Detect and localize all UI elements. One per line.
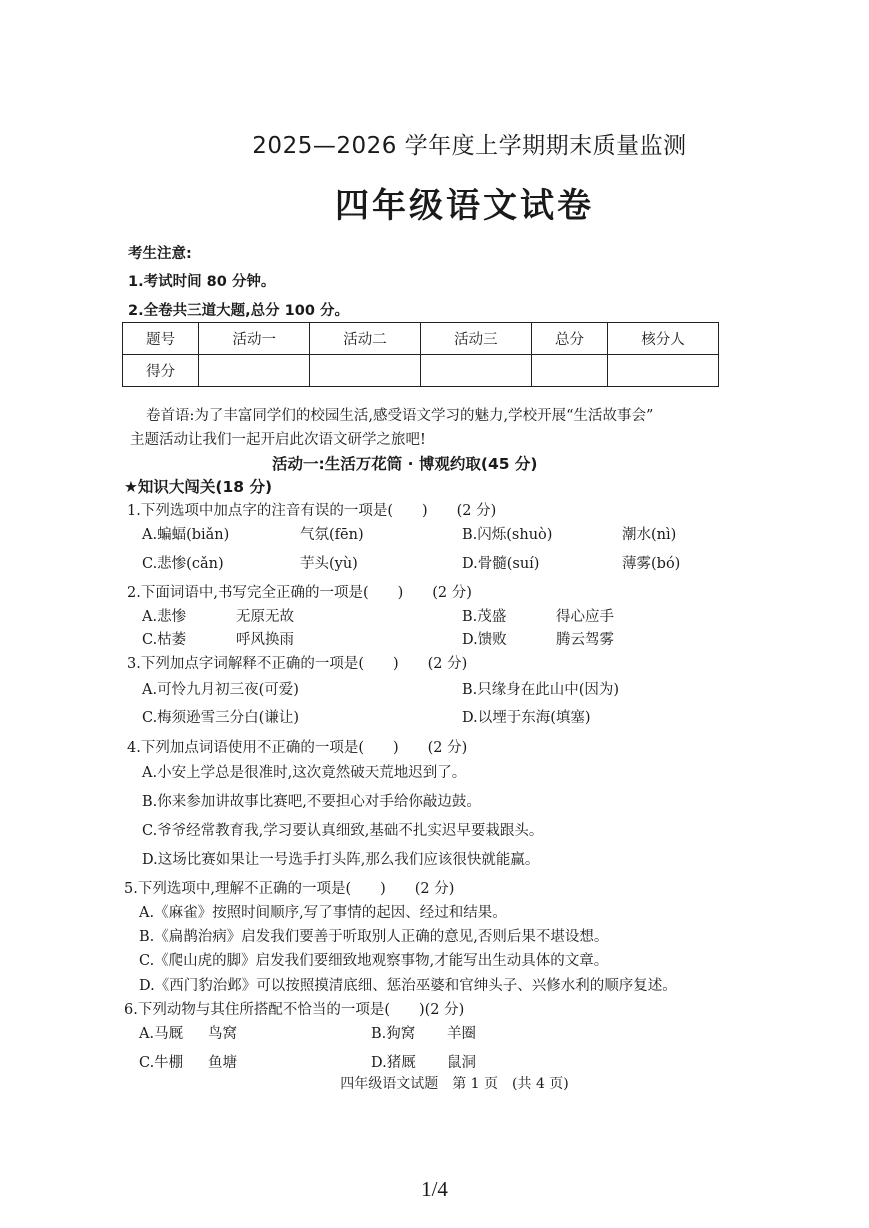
option-c: C.《爬山虎的脚》启发我们要细致地观察事物,才能写出生动具体的文章。 xyxy=(139,953,609,969)
option-d-word2: 鼠洞 xyxy=(447,1055,476,1071)
option-d: D.这场比赛如果让一号选手打头阵,那么我们应该很快就能赢。 xyxy=(142,852,540,868)
option-d: D.以堙于东海(填塞) xyxy=(462,710,591,726)
score-cell-total[interactable] xyxy=(531,355,607,387)
option-d: D.骨髓(suí) xyxy=(462,556,540,572)
intro-line: 主题活动让我们一起开启此次语文研学之旅吧! xyxy=(130,432,426,448)
option-d: D.猪厩 xyxy=(371,1055,416,1071)
score-cell-checker[interactable] xyxy=(608,355,719,387)
score-table-cell: 核分人 xyxy=(608,323,719,355)
question-stem: 5.下列选项中,理解不正确的一项是( ) (2 分) xyxy=(124,881,455,897)
option-b: B.只缘身在此山中(因为) xyxy=(462,682,620,698)
question-stem: 4.下列加点词语使用不正确的一项是( ) (2 分) xyxy=(127,740,468,756)
score-table-cell: 活动一 xyxy=(199,323,310,355)
option-c: C.枯萎 xyxy=(142,632,187,648)
score-table-row-label: 得分 xyxy=(123,355,199,387)
option-b: B.茂盛 xyxy=(462,609,507,625)
notice-item: 1.考试时间 80 分钟。 xyxy=(128,274,276,290)
option-d-word2: 薄雾(bó) xyxy=(622,556,681,572)
option-b-word2: 潮水(nì) xyxy=(622,527,677,543)
score-table-cell: 总分 xyxy=(531,323,607,355)
option-a: A.《麻雀》按照时间顺序,写了事情的起因、经过和结果。 xyxy=(139,905,507,921)
option-c: C.悲惨(cǎn) xyxy=(142,556,224,572)
question-stem: 3.下列加点字词解释不正确的一项是( ) (2 分) xyxy=(127,656,468,672)
option-a-word2: 气氛(fēn) xyxy=(300,527,364,543)
exam-title: 2025—2026 学年度上学期期末质量监测 xyxy=(252,133,687,159)
option-b-word2: 得心应手 xyxy=(556,609,614,625)
page-footer: 四年级语文试题 第 1 页 (共 4 页) xyxy=(340,1076,569,1092)
option-b: B.狗窝 xyxy=(371,1026,416,1042)
option-a: A.蝙蝠(biǎn) xyxy=(142,527,230,543)
notice-item: 2.全卷共三道大题,总分 100 分。 xyxy=(128,303,349,319)
page-indicator: 1/4 xyxy=(421,1177,448,1201)
option-a: A.可怜九月初三夜(可爱) xyxy=(142,682,299,698)
question-stem: 1.下列选项中加点字的注音有误的一项是( ) (2 分) xyxy=(127,503,497,519)
paper-title: 四年级语文试卷 xyxy=(335,186,594,226)
score-cell-activity2[interactable] xyxy=(310,355,421,387)
option-a: A.悲惨 xyxy=(142,609,187,625)
score-table xyxy=(122,322,719,387)
option-b-word2: 羊圈 xyxy=(447,1026,476,1042)
intro-line: 卷首语:为了丰富同学们的校园生活,感受语文学习的魅力,学校开展“生活故事会” xyxy=(146,408,654,424)
question-stem: 6.下列动物与其住所搭配不恰当的一项是( )(2 分) xyxy=(124,1002,465,1018)
activity-title: 活动一:生活万花筒 · 博观约取(45 分) xyxy=(272,455,538,473)
score-cell-activity3[interactable] xyxy=(420,355,531,387)
option-b: B.《扁鹊治病》启发我们要善于听取别人正确的意见,否则后果不堪设想。 xyxy=(139,929,609,945)
option-b: B.闪烁(shuò) xyxy=(462,527,553,543)
option-a: A.马厩 xyxy=(139,1026,184,1042)
score-table-score-row xyxy=(123,355,719,387)
option-a: A.小安上学总是很准时,这次竟然破天荒地迟到了。 xyxy=(142,765,467,781)
option-c: C.爷爷经常教育我,学习要认真细致,基础不扎实迟早要栽跟头。 xyxy=(142,823,544,839)
option-b: B.你来参加讲故事比赛吧,不要担心对手给你敲边鼓。 xyxy=(142,794,481,810)
option-c-word2: 呼风换雨 xyxy=(236,632,294,648)
notice-heading: 考生注意: xyxy=(128,246,192,262)
option-c-word2: 芋头(yù) xyxy=(300,556,358,572)
option-c: C.梅须逊雪三分白(谦让) xyxy=(142,710,299,726)
question-stem: 2.下面词语中,书写完全正确的一项是( ) (2 分) xyxy=(127,585,472,601)
option-a-word2: 鸟窝 xyxy=(208,1026,237,1042)
option-c: C.牛棚 xyxy=(139,1055,184,1071)
score-table-cell: 活动二 xyxy=(310,323,421,355)
section-title: ★知识大闯关(18 分) xyxy=(124,478,273,496)
score-table-header-row xyxy=(123,323,719,355)
option-c-word2: 鱼塘 xyxy=(208,1055,237,1071)
score-cell-activity1[interactable] xyxy=(199,355,310,387)
score-table-cell: 活动三 xyxy=(420,323,531,355)
option-d: D.馈败 xyxy=(462,632,507,648)
option-d-word2: 腾云驾雾 xyxy=(556,632,614,648)
score-table-cell: 题号 xyxy=(123,323,199,355)
option-d: D.《西门豹治邺》可以按照摸清底细、惩治巫婆和官绅头子、兴修水利的顺序复述。 xyxy=(139,978,677,994)
option-a-word2: 无原无故 xyxy=(236,609,294,625)
